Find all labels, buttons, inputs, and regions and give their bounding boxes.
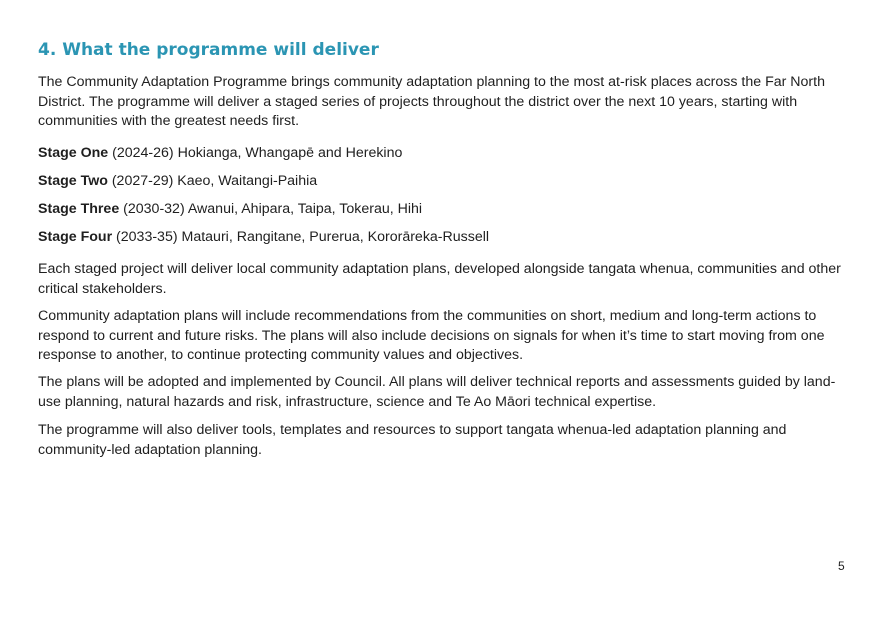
stage-four-line [38, 228, 489, 248]
stage-detail: (2030-32) Awanui, Ahipara, Taipa, Tokerau, Hihi [119, 201, 423, 217]
page-number: 5 [838, 559, 845, 573]
stage-detail: (2027-29) Kaeo, Waitangi-Paihia [107, 173, 318, 189]
intro-paragraph: The Community Adaptation Programme brings community adaptation planning to the most at-risk places across the Far North District. The programme will deliver a staged series of projects throughout the district over the next 10 years, starting with communities with the greatest needs first. [38, 74, 825, 129]
section-heading: 4. What the programme will deliver [38, 40, 379, 60]
body-paragraph: The programme will also deliver tools, templates and resources to support tangata whenua-led adaptation planning and community-led adaptation planning. [38, 422, 787, 458]
stage-one-line [38, 144, 402, 164]
stage-label: Stage Four [38, 229, 113, 245]
stage-label: Stage Three [38, 201, 120, 217]
stage-label: Stage Two [38, 173, 108, 189]
stage-three-line [38, 200, 422, 220]
body-paragraph: Each staged project will deliver local community adaptation plans, developed alongside tangata whenua, communities and other critical stakeholders. [38, 261, 841, 297]
body-paragraph: Community adaptation plans will include recommendations from the communities on short, medium and long-term actions to respond to current and future risks. The plans will also include decisions on signals for when it’s time to start moving from one response to another, to continue protecting community values and objectives. [38, 308, 825, 363]
stage-detail: (2024-26) Hokianga, Whangapē and Herekino [108, 145, 403, 161]
stage-label: Stage One [38, 145, 109, 161]
body-paragraph: The plans will be adopted and implemented by Council. All plans will deliver technical reports and assessments guided by land-use planning, natural hazards and risk, infrastructure, science and Te Ao Māori technical expertise. [38, 374, 836, 410]
stage-two-line [38, 172, 317, 192]
stage-detail: (2033-35) Matauri, Rangitane, Purerua, Kororāreka-Russell [112, 229, 490, 245]
